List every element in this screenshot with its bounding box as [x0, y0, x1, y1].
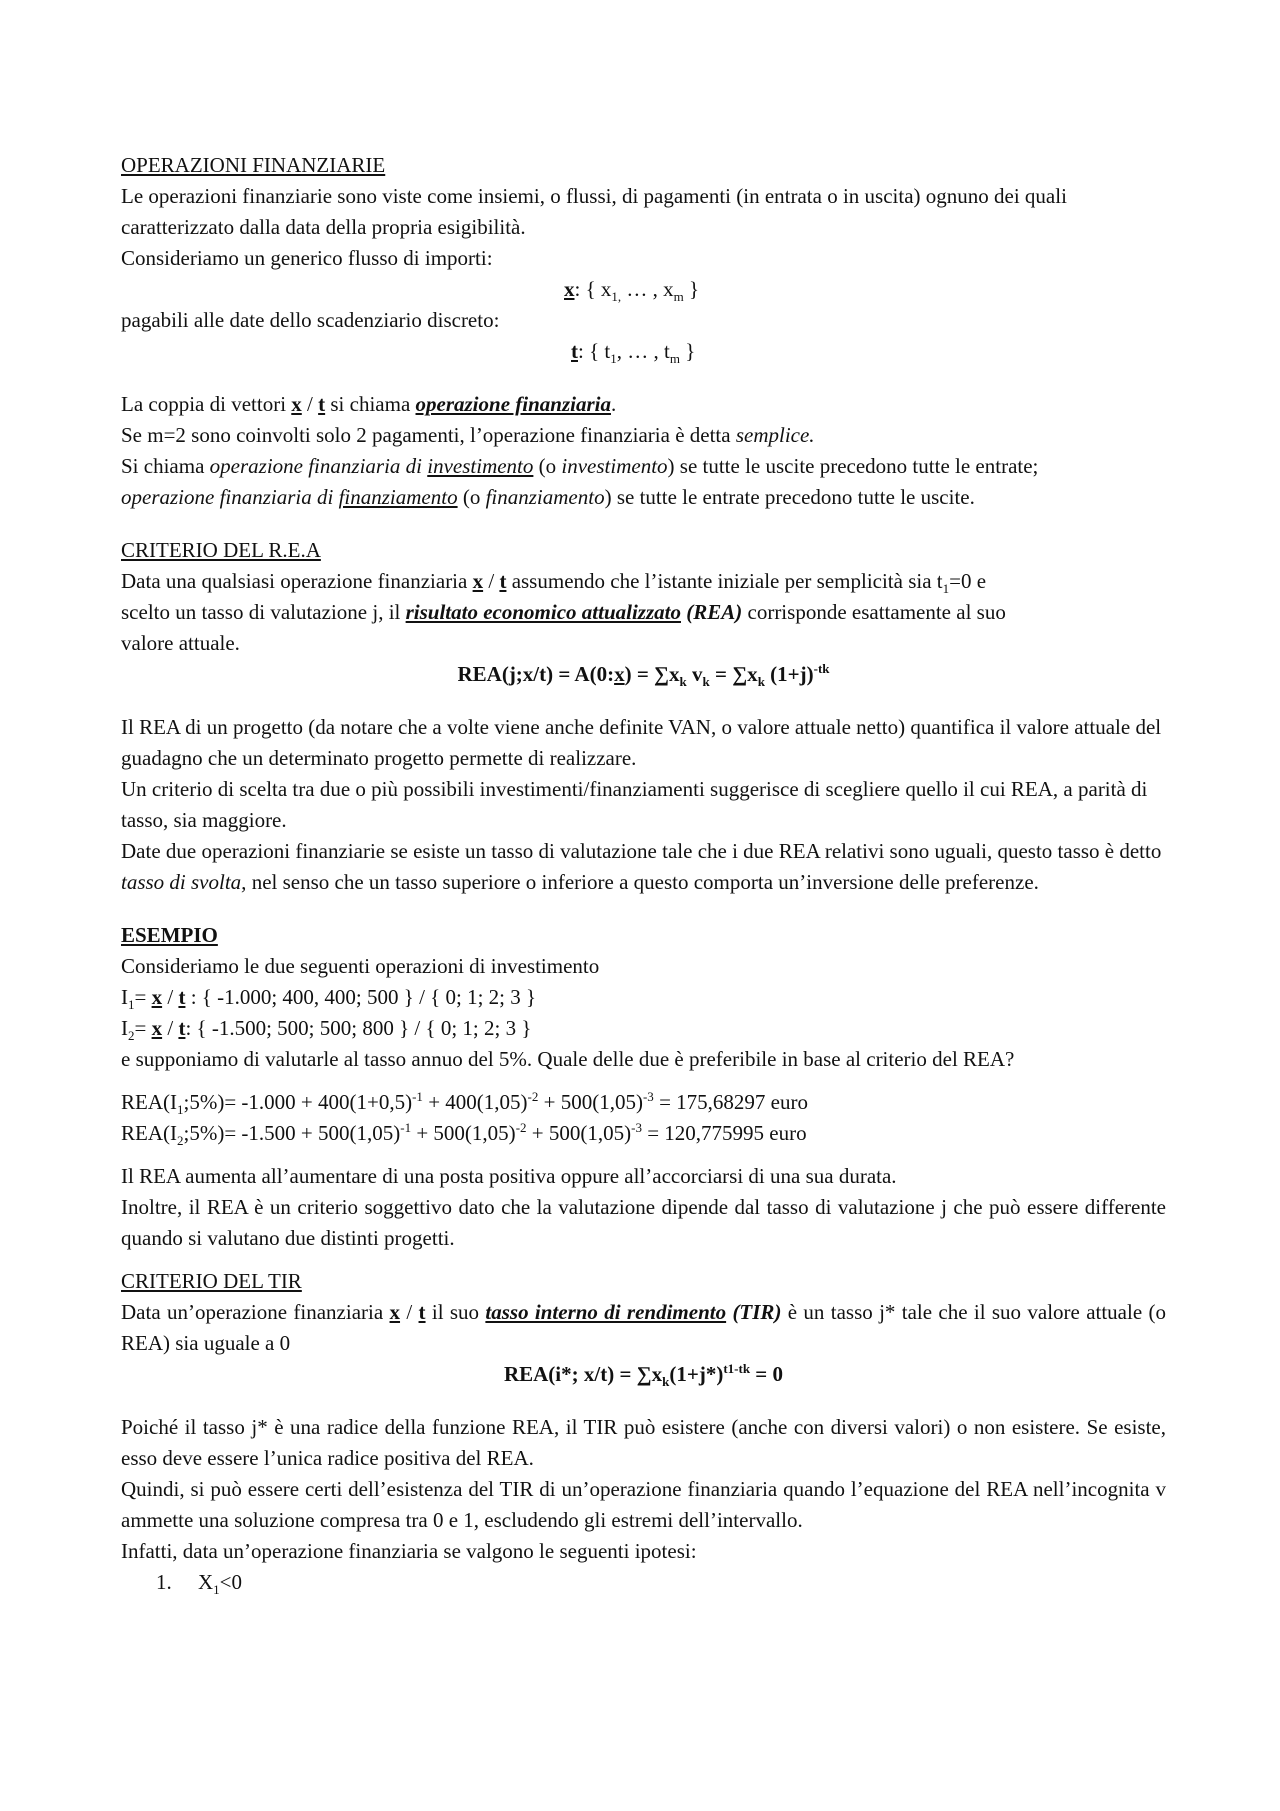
esempio-i1: $I_1= x / t$ : { -1.000; 400, 400; 500 } / { 0; 1; 2; 3 }	[121, 985, 537, 1013]
esempio-rea-i1: $REA(I_1;5\%)= -1.000 + 400(1+0,5)^{-1} + 400(1,05)^{-2} + 500(1,05)^{-3} = 175,68297$ euro	[121, 1089, 808, 1118]
formula-tir: REA(i*; $x/t) = \sum x_k(1+j*)^{t1-tk} = 0$	[503, 1361, 784, 1390]
section-title-rea: CRITERIO DEL R.E.A	[121, 538, 321, 562]
paragraph-rea-criterio: Un criterio di scelta tra due o più possibili investimenti/finanziamenti suggerisce di scegliere quello il cui REA, a parità di tasso, sia maggiore.	[121, 777, 1148, 832]
paragraph-esempio-note2: Inoltre, il REA è un criterio soggettivo dato che la valutazione dipende dal tasso di valutazione j che può essere differente quando si valutano due distinti progetti.	[121, 1195, 1166, 1250]
section-title-tir: CRITERIO DEL TIR	[121, 1269, 302, 1293]
paragraph-rea-2: scelto un tasso di valutazione j, il risultato economico attualizzato (REA) corrisponde esattamente al suo	[121, 600, 1006, 624]
paragraph-tir-ipotesi: Infatti, data un’operazione finanziaria se valgono le seguenti ipotesi:	[121, 1539, 697, 1563]
paragraph-semplice: Se m=2 sono coinvolti solo 2 pagamenti, l’operazione finanziaria è detta semplice.	[121, 423, 815, 447]
paragraph-esempio-intro: Consideriamo le due seguenti operazioni di investimento	[121, 954, 600, 978]
paragraph-tir-esistenza: Quindi, si può essere certi dell’esistenza del TIR di un’operazione finanziaria quando l’equazione del REA nell’incognita v ammette una soluzione compresa tra 0 e 1, escludendo gli estremi dell’intervallo.	[121, 1477, 1166, 1532]
paragraph-finanziamento: operazione finanziaria di finanziamento (o finanziamento) se tutte le entrate precedono tutte le uscite.	[121, 485, 975, 509]
paragraph-esempio-question: e supponiamo di valutarle al tasso annuo del 5%. Quale delle due è preferibile in base al criterio del REA?	[121, 1047, 1015, 1071]
paragraph-esempio-note1: Il REA aumenta all’aumentare di una posta positiva oppure all’accorciarsi di una sua durata.	[121, 1164, 897, 1188]
document-page	[121, 150, 1166, 1598]
paragraph-tir-1: Data un’operazione finanziaria x / t il suo tasso interno di rendimento (TIR) è un tasso j* tale che il suo valore attuale (o REA) sia uguale a 0	[121, 1300, 1166, 1355]
vector-x: x: { $x_{1,}$ … , $x_m$ }	[564, 277, 700, 305]
paragraph-rea-van: Il REA di un progetto (da notare che a volte viene anche definite VAN, o valore attuale netto) quantifica il valore attuale del guadagno che un determinato progetto permette di realizzare.	[121, 715, 1162, 770]
paragraph-rea-1: Data una qualsiasi operazione finanziaria x / t assumendo che l’istante iniziale per semplicità sia $t_1=0$ e	[121, 569, 987, 597]
paragraph-intro: Le operazioni finanziarie sono viste come insiemi, o flussi, di pagamenti (in entrata o in uscita) ognuno dei quali caratterizzato dalla data della propria esigibilità.	[121, 184, 1067, 239]
section-title-operazioni: OPERAZIONI FINANZIARIE	[121, 153, 386, 177]
formula-rea: REA(j;x/t) = A(0:x) = $\sum x_k$ $v_k = \sum x_k$ $(1+j)^{-tk}$	[457, 661, 830, 690]
section-title-esempio: ESEMPIO	[121, 923, 218, 947]
paragraph-investimento: Si chiama operazione finanziaria di investimento (o investimento) se tutte le uscite precedono tutte le entrate;	[121, 454, 1039, 478]
esempio-rea-i2: $REA(I_2;5\%)= -1.500 + 500(1,05)^{-1} + 500(1,05)^{-2} + 500(1,05)^{-3} = 120,775995$ euro	[121, 1120, 807, 1149]
paragraph-tir-radice: Poiché il tasso j* è una radice della funzione REA, il TIR può esistere (anche con diversi valori) o non esistere. Se esiste, esso deve essere l’unica radice positiva del REA.	[121, 1415, 1166, 1470]
paragraph-consider: Consideriamo un generico flusso di importi:	[121, 246, 493, 270]
paragraph-coppia: La coppia di vettori x / t si chiama operazione finanziaria.	[121, 392, 617, 416]
paragraph-pagabili: pagabili alle date dello scadenziario discreto:	[121, 308, 500, 332]
list-item: 1. $X_1<0$	[156, 1570, 243, 1598]
esempio-i2: $I_2= x / t$: { -1.500; 500; 500; 800 } / { 0; 1; 2; 3 }	[121, 1016, 532, 1044]
vector-t: t: { $t_1$, … , $t_m$ }	[571, 339, 696, 367]
paragraph-rea-3: valore attuale.	[121, 631, 240, 655]
paragraph-rea-svolta: Date due operazioni finanziarie se esiste un tasso di valutazione tale che i due REA relativi sono uguali, questo tasso è detto tasso di svolta, nel senso che un tasso superiore o inferiore a questo comporta un’inversione delle preferenze.	[121, 839, 1162, 894]
